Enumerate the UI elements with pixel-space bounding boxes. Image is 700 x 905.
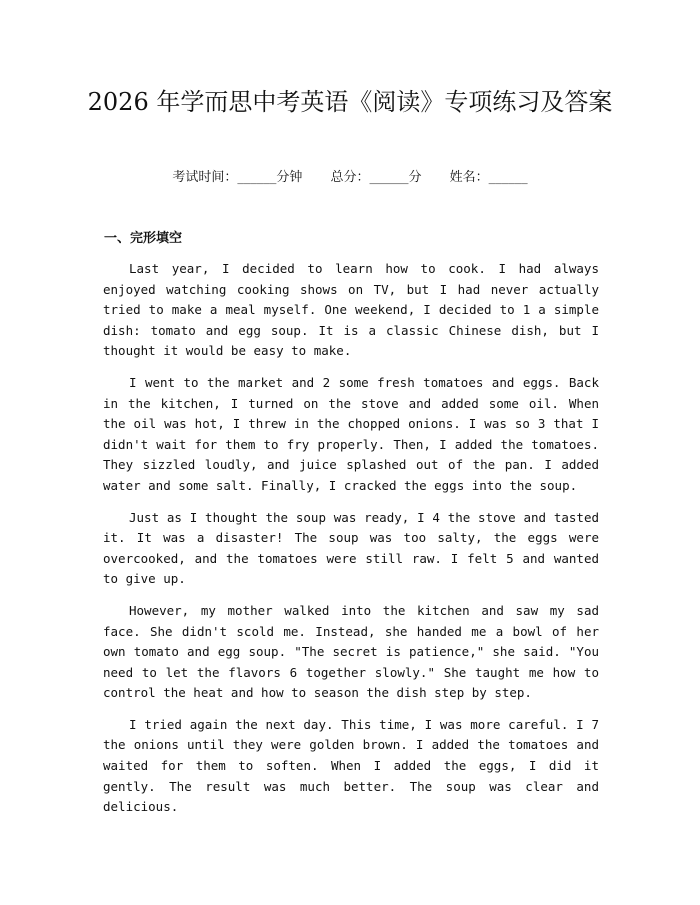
exam-info-row	[0, 168, 700, 188]
document-title: 2026 年学而思中考英语《阅读》专项练习及答案	[87, 88, 613, 116]
section-heading: 一、完形填空	[104, 231, 183, 246]
passage-paragraph-2: I went to the market and 2 some fresh tomatoes and eggs. Back in the kitchen, I turned on the stove and added some oil. When the oil was hot, I threw in the chopped onions. I was so 3 that I didn't wait for them to fry properly. Then, I added the tomatoes. They sizzled loudly, and juice splashed out of the pan. I added water and some salt. Finally, I cracked the eggs into the soup.	[103, 374, 599, 493]
student-name-field: 姓名：______	[449, 170, 528, 185]
passage-paragraph-1: Last year, I decided to learn how to cook. I had always enjoyed watching cooking shows on TV, but I had never actually tried to make a meal myself. One weekend, I decided to 1 a simple dish: tomato and egg soup. It is a classic Chinese dish, but I thought it would be easy to make.	[103, 261, 599, 359]
exam-time-field: 考试时间：______分钟	[172, 170, 303, 185]
passage-paragraph-5: I tried again the next day. This time, I was more careful. I 7 the onions until they were golden brown. I added the tomatoes and waited for them to soften. When I added the eggs, I did it gently. The result was much better. The soup was clear and delicious.	[103, 716, 599, 815]
total-score-field: 总分：______分	[330, 170, 422, 185]
passage-paragraph-4: However, my mother walked into the kitchen and saw my sad face. She didn't scold me. Instead, she handed me a bowl of her own tomato and egg soup. "The secret is patience," she said. "You need to let the flavors 6 together slowly." She taught me how to control the heat and how to season the dish step by step.	[103, 602, 599, 701]
cloze-passage	[103, 259, 599, 829]
passage-paragraph-3: Just as I thought the soup was ready, I 4 the stove and tasted it. It was a disaster! The soup was too salty, the eggs were overcooked, and the tomatoes were still raw. I felt 5 and wanted to give up.	[103, 509, 599, 587]
